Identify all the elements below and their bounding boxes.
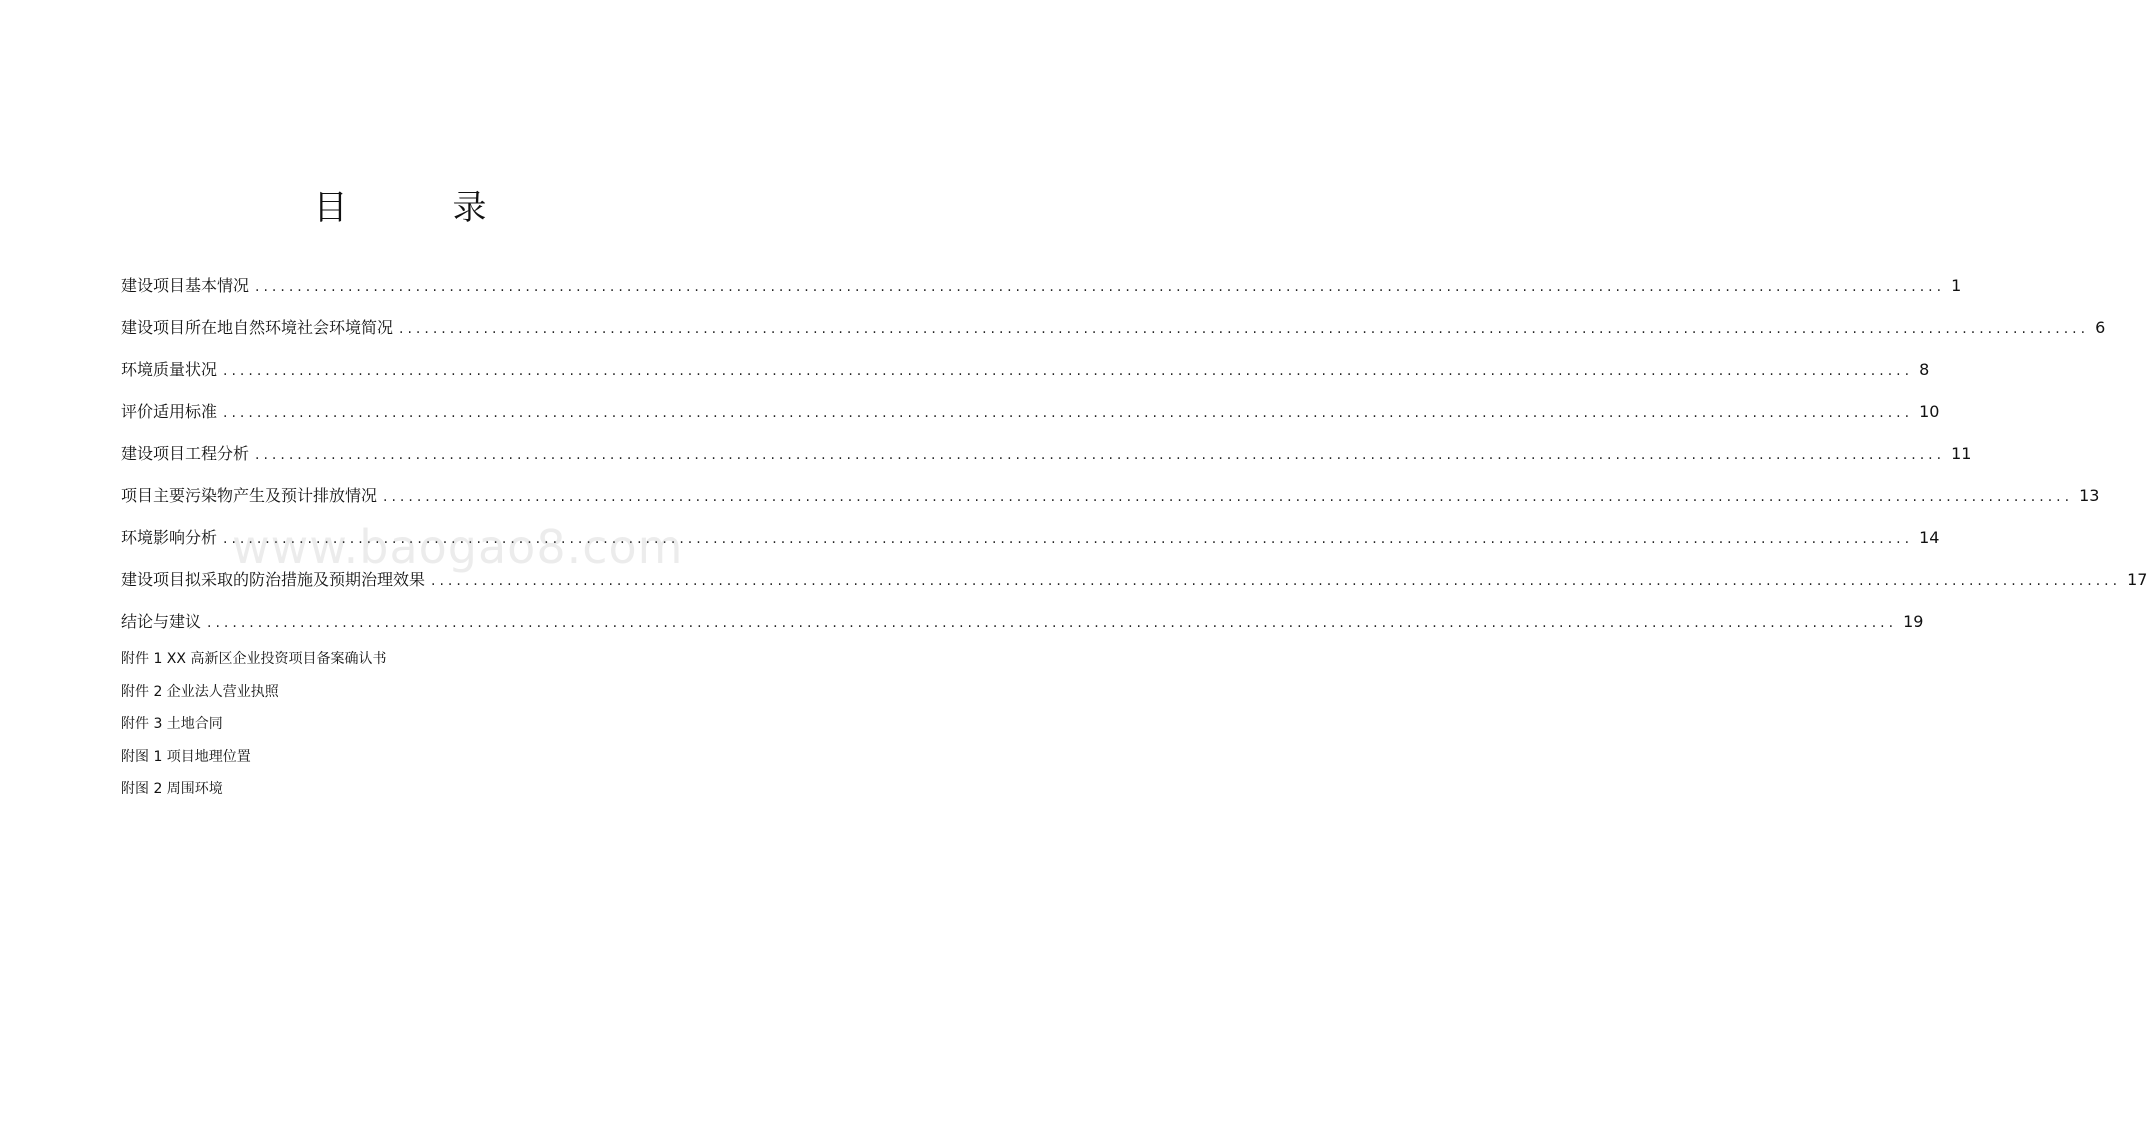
appendix-list [121, 647, 681, 810]
toc-entry-page: 10 [1919, 402, 1940, 421]
toc-entry-page: 14 [1919, 528, 1940, 547]
toc-entry-page: 13 [2079, 486, 2100, 505]
toc-entry-label: 建设项目拟采取的防治措施及预期治理效果 [121, 570, 426, 589]
toc-entry-page: 1 [1951, 276, 1962, 295]
page-title [0, 180, 800, 229]
toc-entry-page: 11 [1951, 444, 1972, 463]
toc-leader-dots: ........................................................................................................................................................................................................ [223, 405, 1914, 421]
appendix-item: 附件 2 企业法人营业执照 [121, 683, 279, 700]
toc-entry-label: 评价适用标准 [121, 402, 218, 421]
toc-entry-label: 环境影响分析 [121, 528, 218, 547]
toc-entry[interactable] [121, 265, 1962, 307]
toc-entry-label: 建设项目所在地自然环境社会环境简况 [121, 318, 394, 337]
toc-leader-dots: ........................................................................................................................................................................................................ [255, 447, 1946, 463]
toc-leader-dots: ........................................................................................................................................................................................................ [399, 321, 2090, 337]
toc-entry[interactable] [121, 475, 2100, 517]
toc-entry-page: 17 [2127, 570, 2147, 589]
toc-leader-dots: ........................................................................................................................................................................................................ [207, 615, 1898, 631]
toc-entry-label: 建设项目工程分析 [121, 444, 250, 463]
appendix-item: 附件 3 土地合同 [121, 716, 223, 732]
toc-entry-page: 19 [1903, 612, 1924, 631]
toc-leader-dots: ........................................................................................................................................................................................................ [383, 489, 2074, 505]
toc-entry-label: 建设项目基本情况 [121, 276, 250, 295]
toc-entry-page: 8 [1919, 360, 1930, 379]
toc-entry-label: 结论与建议 [121, 612, 202, 631]
toc-entry-page: 6 [2095, 318, 2106, 337]
toc-leader-dots: ........................................................................................................................................................................................................ [255, 279, 1946, 295]
toc-entry[interactable] [121, 559, 2147, 601]
toc-entry[interactable] [121, 307, 2106, 349]
title-char-1: 目 [313, 188, 348, 228]
title-char-2: 录 [452, 188, 487, 228]
toc-entry[interactable] [121, 517, 1940, 559]
toc-leader-dots: ........................................................................................................................................................................................................ [223, 531, 1914, 547]
toc-entry-label: 环境质量状况 [121, 360, 218, 379]
toc-leader-dots: ........................................................................................................................................................................................................ [431, 573, 2122, 589]
appendix-item: 附件 1 XX 高新区企业投资项目备案确认书 [121, 651, 387, 667]
toc-entry[interactable] [121, 433, 1972, 475]
toc-entry-label: 项目主要污染物产生及预计排放情况 [121, 486, 378, 505]
appendix-item: 附图 1 项目地理位置 [121, 748, 251, 765]
watermark: www.baogao8.com [232, 520, 684, 574]
toc-leader-dots: ........................................................................................................................................................................................................ [223, 363, 1914, 379]
toc-entry[interactable] [121, 391, 1940, 433]
table-of-contents [121, 265, 2147, 643]
toc-entry[interactable] [121, 349, 1930, 391]
appendix-item: 附图 2 周围环境 [121, 781, 223, 797]
toc-entry[interactable] [121, 601, 1924, 643]
